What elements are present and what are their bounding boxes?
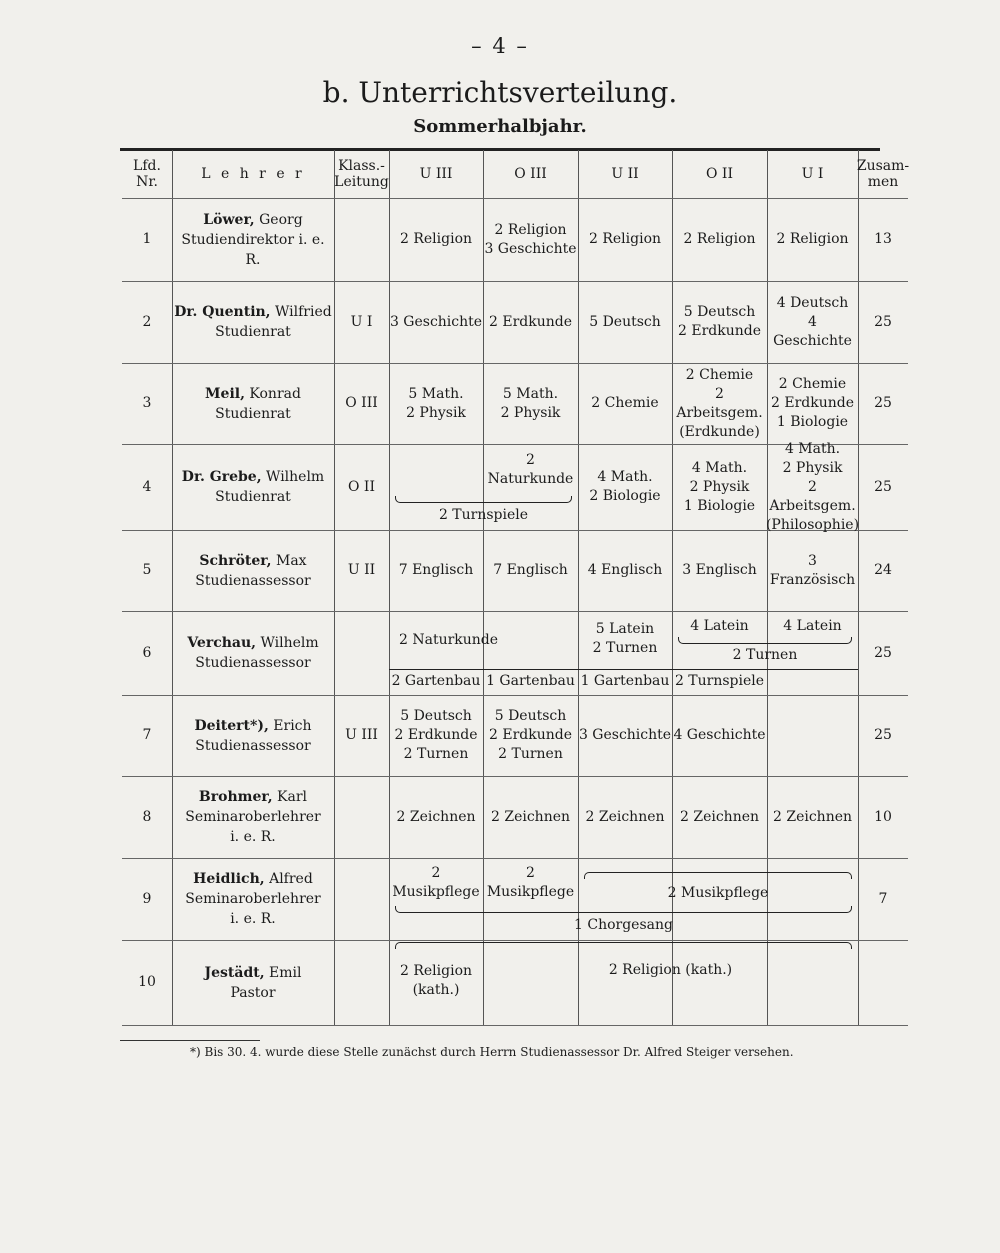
cell-span-turnspiele: 2 Turnspiele xyxy=(438,506,529,523)
teacher-title: Studienassessor xyxy=(195,737,311,754)
cell-u3-bot: 2 Gartenbau xyxy=(391,672,481,689)
cell-o2: 2 Zeichnen xyxy=(679,808,760,825)
cell-zus: 25 xyxy=(874,727,892,743)
teacher-title: Studienrat xyxy=(215,489,291,505)
teacher-firstname: Georg xyxy=(254,211,303,228)
header-o2: O II xyxy=(706,166,733,182)
cell-o3: 2 Naturkunde xyxy=(487,452,574,487)
row-number: 1 xyxy=(142,231,152,247)
cell-u3: 2 Religion xyxy=(399,231,473,247)
cell-u2-bot: 1 Gartenbau xyxy=(580,672,670,689)
teacher-name xyxy=(172,281,334,363)
teacher-name xyxy=(172,940,334,1025)
row-number: 8 xyxy=(142,808,152,825)
teacher-name xyxy=(172,858,334,940)
cell-klass: O III xyxy=(345,395,378,411)
page-title: b. Unterrichtsverteilung. xyxy=(322,76,678,109)
teacher-title: Seminaroberlehrer i. e. R. xyxy=(185,809,321,845)
cell-o3: 5 Deutsch 2 Erdkunde 2 Turnen xyxy=(489,708,572,762)
cell-u1: 2 Chemie 2 Erdkunde 1 Biologie xyxy=(771,376,854,430)
header-zus: Zusam- men xyxy=(856,158,910,190)
cell-o2: 2 Chemie 2 Arbeitsgem. (Erdkunde) xyxy=(676,366,763,440)
cell-u2: 2 Zeichnen xyxy=(585,808,665,825)
teacher-firstname: Wilfried xyxy=(270,304,332,320)
cell-u2: 4 Math. 2 Biologie xyxy=(589,469,661,504)
teacher-firstname: Karl xyxy=(272,789,308,805)
cell-u1: 3 Französisch xyxy=(769,552,856,588)
cell-u2: 4 Englisch xyxy=(587,562,663,578)
cell-u3: 7 Englisch xyxy=(398,562,474,578)
cell-zus: 7 xyxy=(878,890,888,907)
header-u2: U II xyxy=(611,166,639,182)
cell-klass: U III xyxy=(345,727,378,743)
cell-u2: 2 Chemie xyxy=(591,395,659,411)
cell-klass: O II xyxy=(348,478,375,495)
teacher-title: Studienassessor xyxy=(195,572,311,589)
row-number: 10 xyxy=(138,974,156,990)
teacher-title: Studienrat xyxy=(215,324,291,340)
header-nr: Lfd. Nr. xyxy=(133,158,161,190)
cell-o2: 4 Math. 2 Physik 1 Biologie xyxy=(683,459,756,514)
teacher-firstname: Konrad xyxy=(244,385,301,402)
teacher-name xyxy=(172,776,334,858)
teacher-surname: Brohmer, xyxy=(198,789,273,805)
header-lehrer: L e h r e r xyxy=(201,166,305,182)
teacher-title: Studienassessor xyxy=(195,655,311,671)
teacher-name xyxy=(172,695,334,776)
teacher-title: Studienrat xyxy=(215,405,291,422)
cell-zus: 10 xyxy=(874,808,892,825)
teacher-firstname: Emil xyxy=(264,964,302,981)
teacher-title: Studiendirektor i. e. R. xyxy=(181,231,325,268)
cell-klass: U I xyxy=(350,313,373,330)
cell-klass: U II xyxy=(347,562,376,578)
bracket xyxy=(395,942,852,949)
footnote-rule xyxy=(120,1040,260,1041)
cell-o3-bot: 1 Gartenbau xyxy=(486,672,575,689)
teacher-surname: Meil, xyxy=(205,385,245,402)
row-number: 6 xyxy=(142,644,152,661)
cell-span-chorgesang: 1 Chorgesang xyxy=(574,916,673,933)
cell-o3: 2 Religion 3 Geschichte xyxy=(484,221,577,257)
teacher-firstname: Alfred xyxy=(264,871,313,887)
bracket xyxy=(584,872,852,879)
cell-zus: 25 xyxy=(874,644,892,661)
cell-u2: 2 Religion xyxy=(588,231,662,247)
row-number: 7 xyxy=(142,727,152,743)
cell-o3: 2 Musikpflege xyxy=(486,865,575,900)
teacher-name xyxy=(172,444,334,530)
cell-u3o3-top: 2 Naturkunde xyxy=(399,631,499,648)
cell-zus: 25 xyxy=(874,395,892,411)
row-number: 3 xyxy=(142,395,152,411)
teacher-name xyxy=(172,363,334,444)
footnote: *) Bis 30. 4. wurde diese Stelle zunächst durch Herrn Studienassessor Dr. Alfred Steiger versehen. xyxy=(190,1045,794,1059)
cell-o2-top: 4 Latein xyxy=(690,617,749,634)
header-u1: U I xyxy=(801,166,824,182)
teacher-firstname: Max xyxy=(271,552,307,569)
teacher-surname: Heidlich, xyxy=(193,871,265,887)
cell-zus: 13 xyxy=(874,231,892,247)
row-divider xyxy=(122,1025,908,1026)
cell-u1: 2 Religion xyxy=(776,231,849,247)
row-number: 4 xyxy=(142,478,152,495)
cell-u2-top: 5 Latein 2 Turnen xyxy=(592,621,658,656)
cell-o2: 5 Deutsch 2 Erdkunde xyxy=(678,304,761,339)
row-number: 5 xyxy=(142,562,152,578)
cell-o2: 4 Geschichte xyxy=(673,727,766,743)
header-o3: O III xyxy=(514,166,547,182)
cell-u1: 4 Math. 2 Physik 2 Arbeitsgem. (Philosophie) xyxy=(765,440,860,533)
cell-u2: 5 Deutsch xyxy=(589,313,661,330)
bracket xyxy=(395,906,852,913)
teacher-firstname: Wilhelm xyxy=(261,469,325,485)
teacher-title: Seminaroberlehrer i. e. R. xyxy=(185,891,321,927)
teacher-surname: Dr. Grebe, xyxy=(181,469,262,485)
cell-o3: 2 Zeichnen xyxy=(490,808,571,825)
cell-u3: 2 Religion (kath.) xyxy=(399,963,473,998)
cell-o3: 7 Englisch xyxy=(493,562,568,578)
teacher-firstname: Erich xyxy=(268,717,312,734)
row-number: 9 xyxy=(142,890,152,907)
cell-u3: 5 Deutsch 2 Erdkunde 2 Turnen xyxy=(394,708,478,762)
cell-o2: 2 Religion xyxy=(683,231,756,247)
teacher-firstname: Wilhelm xyxy=(256,635,319,651)
teacher-name xyxy=(172,530,334,611)
cell-u3: 5 Math. 2 Physik xyxy=(406,385,466,421)
cell-u3: 2 Musikpflege xyxy=(392,865,480,900)
cell-u1: 4 Deutsch 4 Geschichte xyxy=(773,294,852,349)
teacher-name xyxy=(172,611,334,695)
page-subtitle: Sommerhalbjahr. xyxy=(413,116,587,137)
teacher-surname: Jestädt, xyxy=(204,964,265,981)
cell-span-musikpflege: 2 Musikpflege xyxy=(667,884,769,901)
teacher-surname: Verchau, xyxy=(187,635,257,651)
cell-zus: 24 xyxy=(874,562,892,578)
cell-o3: 5 Math. 2 Physik xyxy=(500,385,561,421)
page-number: – 4 – xyxy=(471,34,529,58)
teacher-title: Pastor xyxy=(230,984,276,1001)
cell-zus: 25 xyxy=(874,313,892,330)
row-number: 2 xyxy=(142,313,152,330)
cell-u1-top: 4 Latein xyxy=(783,617,842,634)
teacher-surname: Dr. Quentin, xyxy=(174,304,271,320)
teacher-name xyxy=(172,198,334,281)
teacher-surname: Löwer, xyxy=(203,211,255,228)
teacher-surname: Deitert*), xyxy=(194,717,269,734)
cell-o2-bot: 2 Turnspiele xyxy=(674,672,765,689)
cell-u3: 3 Geschichte xyxy=(389,313,483,330)
cell-o2: 3 Englisch xyxy=(682,562,757,578)
cell-zus: 25 xyxy=(874,478,892,495)
cell-u3: 2 Zeichnen xyxy=(396,808,476,825)
cell-span-turnen: 2 Turnen xyxy=(732,646,798,663)
teacher-surname: Schröter, xyxy=(199,552,272,569)
header-u3: U III xyxy=(419,166,453,182)
cell-o3: 2 Erdkunde xyxy=(489,313,572,330)
cell-span-religion: 2 Religion (kath.) xyxy=(608,961,733,978)
cell-u1: 2 Zeichnen xyxy=(772,808,853,825)
cell-u2: 3 Geschichte xyxy=(578,727,672,743)
header-klass: Klass.-Leitung xyxy=(334,158,389,190)
